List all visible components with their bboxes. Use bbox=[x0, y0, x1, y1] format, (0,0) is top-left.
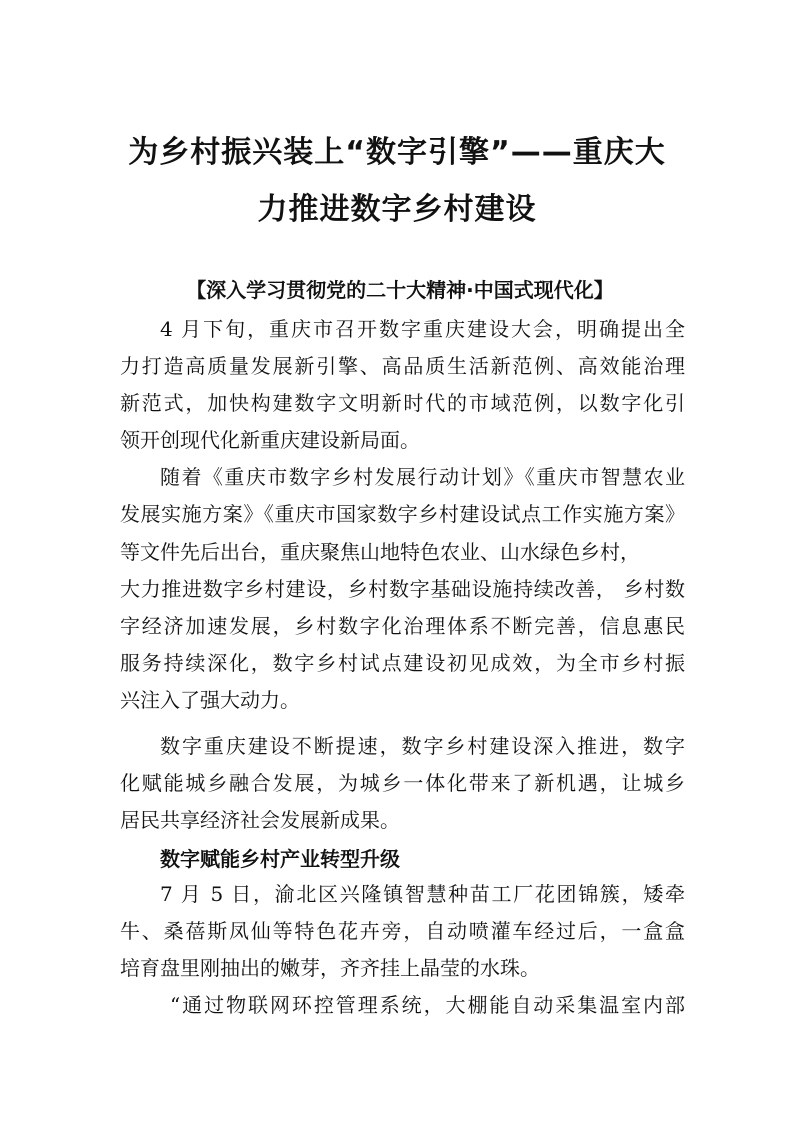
subtitle-tag: 【深入学习贯彻党的二十大精神·中国式现代化】 bbox=[186, 278, 614, 302]
paragraph-5-line-1: “通过物联网环控管理系统，大棚能自动采集温室内部 bbox=[170, 993, 685, 1017]
paragraph-2-line-3: 等文件先后出台，重庆聚焦山地特色农业、山水绿色乡村， bbox=[120, 540, 640, 564]
paragraph-2-line-5: 字经济加速发展，乡村数字化治理体系不断完善，信息惠民 bbox=[120, 614, 685, 638]
section-heading: 数字赋能乡村产业转型升级 bbox=[160, 847, 400, 871]
paragraph-4-line-2: 牛、桑蓓斯凤仙等特色花卉旁，自动喷灌车经过后，一盒盒 bbox=[120, 919, 685, 943]
paragraph-3-line-3: 居民共享经济社会发展新成果。 bbox=[120, 808, 400, 832]
paragraph-2-line-2: 发展实施方案》《重庆市国家数字乡村建设试点工作实施方案》 bbox=[120, 502, 685, 526]
paragraph-2-line-1: 随着《重庆市数字乡村发展行动计划》《重庆市智慧农业 bbox=[160, 465, 685, 489]
paragraph-1-line-4: 领开创现代化新重庆建设新局面。 bbox=[120, 428, 420, 452]
paragraph-1-line-1: 4 月下旬，重庆市召开数字重庆建设大会，明确提出全 bbox=[160, 317, 685, 341]
paragraph-3-line-1: 数字重庆建设不断提速，数字乡村建设深入推进，数字 bbox=[160, 734, 685, 758]
document-title-line-1: 为乡村振兴装上“数字引擎”——重庆大 bbox=[128, 135, 666, 170]
paragraph-2-line-4: 大力推进数字乡村建设，乡村数字基础设施持续改善， 乡村数 bbox=[120, 577, 685, 601]
paragraph-1-line-2: 力打造高质量发展新引擎、高品质生活新范例、高效能治理 bbox=[120, 354, 685, 378]
paragraph-4-line-3: 培育盘里刚抽出的嫩芽，齐齐挂上晶莹的水珠。 bbox=[120, 956, 540, 980]
paragraph-2-line-7: 兴注入了强大动力。 bbox=[120, 688, 300, 712]
paragraph-3-line-2: 化赋能城乡融合发展，为城乡一体化带来了新机遇，让城乡 bbox=[120, 771, 685, 795]
paragraph-1-line-3: 新范式，加快构建数字文明新时代的市域范例，以数字化引 bbox=[120, 391, 685, 415]
paragraph-4-line-1: 7 月 5 日，渝北区兴隆镇智慧种苗工厂花团锦簇，矮牵 bbox=[160, 882, 685, 906]
document-title-line-2: 力推进数字乡村建设 bbox=[257, 192, 537, 227]
paragraph-2-line-6: 服务持续深化，数字乡村试点建设初见成效，为全市乡村振 bbox=[120, 651, 685, 675]
